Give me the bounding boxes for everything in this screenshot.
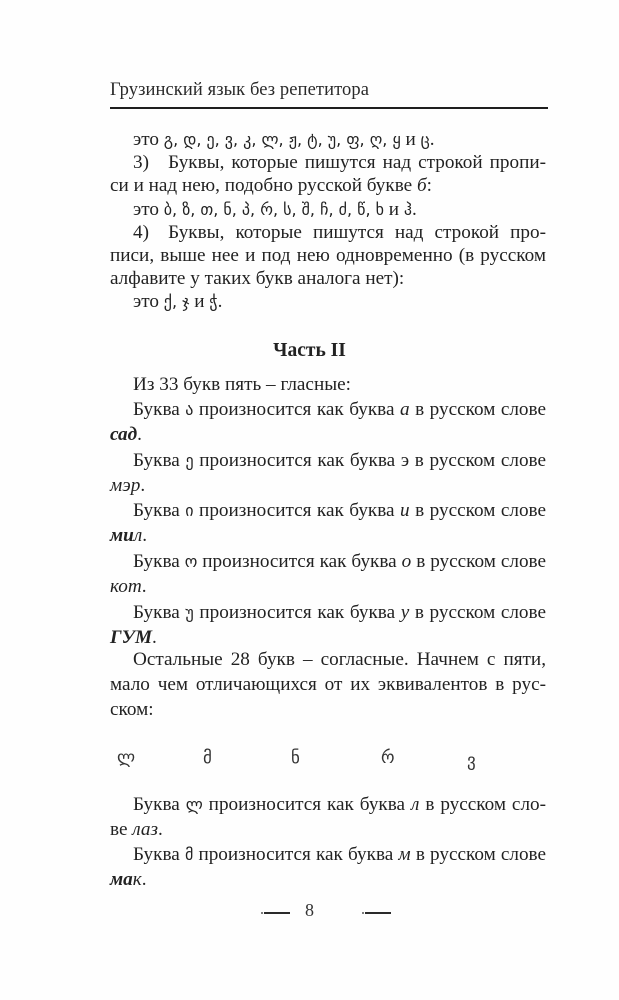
item3-line2 <box>110 174 546 198</box>
georgian-letter: ი <box>185 501 194 520</box>
text: . <box>217 291 223 312</box>
text: . <box>157 819 163 840</box>
example-word-line <box>110 474 546 498</box>
text: Буква <box>133 794 186 815</box>
georgian-letter: ო <box>184 552 198 571</box>
letters-line-group3 <box>133 198 546 222</box>
text: . <box>411 199 417 220</box>
text: . <box>429 129 435 150</box>
georgian-letter: ჰ <box>403 200 412 219</box>
text: произносится как буква <box>193 500 401 521</box>
example-word: сад <box>110 424 138 445</box>
text: в русском слове <box>411 551 546 572</box>
text: произносится как буква <box>193 602 401 623</box>
vowel-line <box>133 550 546 574</box>
text: это <box>133 199 164 220</box>
example-word-line <box>110 818 546 842</box>
text: произносится как буква <box>197 551 402 572</box>
consonants-intro-line3: ском: <box>110 699 154 720</box>
text: . <box>141 576 147 597</box>
consonant-letter-row <box>0 748 619 778</box>
text: ве <box>110 819 133 840</box>
vowels-intro: Из 33 букв пять – гласные: <box>133 374 351 395</box>
item4-line2: писи, выше нее и под нею одновременно (в русском <box>110 245 546 266</box>
georgian-letter: ჭ <box>209 292 218 311</box>
georgian-letter: ნ <box>291 748 300 768</box>
text: в русском слове <box>409 602 546 623</box>
russian-letter: м <box>398 844 411 865</box>
consonant-line <box>133 843 546 867</box>
text: в русском сло- <box>419 794 547 815</box>
text: в русском слове <box>409 450 546 471</box>
page-number: 8 <box>305 900 314 920</box>
text: Буква <box>133 399 186 420</box>
russian-letter: о <box>401 551 412 572</box>
example-word-line <box>110 423 546 447</box>
text: и <box>400 129 421 150</box>
text: произносится как буква <box>193 450 401 471</box>
letters-line-group4 <box>133 290 546 314</box>
text: Буква <box>133 500 186 521</box>
georgian-letter: უ <box>185 603 194 622</box>
text: произносится как буква <box>193 399 400 420</box>
georgian-letter: ც <box>420 130 430 149</box>
text: Буква <box>133 602 186 623</box>
text: Буква <box>133 450 186 471</box>
text: . <box>140 475 146 496</box>
text: и <box>383 199 404 220</box>
running-title: Грузинский язык без репетитора <box>110 80 370 100</box>
item3-line1: 3) Буквы, которые пишутся над строкой пропи- <box>133 152 546 173</box>
georgian-letters: ქ, ჯ <box>163 292 190 311</box>
example-word: л <box>133 525 143 546</box>
text: . <box>152 627 157 648</box>
example-word-line <box>110 626 546 650</box>
example-word: кот <box>110 576 142 597</box>
consonants-intro-line2: мало чем отличающихся от их эквивалентов в рус- <box>110 674 546 695</box>
georgian-letters: გ, დ, ე, ვ, კ, ლ, ჟ, ტ, უ, ფ, ღ, ყ <box>163 130 401 149</box>
text: си и над нею, подобно русской букве <box>110 175 417 196</box>
georgian-letter: ე <box>185 451 194 470</box>
example-word: ми <box>110 525 134 546</box>
text: произносится как буква <box>202 794 412 815</box>
text: произносится как буква <box>193 844 399 865</box>
folio-ornament-dot <box>362 912 364 914</box>
example-word: ГУМ <box>110 627 153 648</box>
consonant-line <box>133 793 546 817</box>
item4-line3: алфавите у таких букв аналога нет): <box>110 268 405 289</box>
georgian-letter: ვ <box>467 751 476 771</box>
georgian-letters: ბ, ზ, თ, ნ, პ, რ, ს, შ, ჩ, ძ, წ, ხ <box>163 200 384 219</box>
item4-line1: 4) Буквы, которые пишутся над строкой про- <box>133 222 546 243</box>
vowel-line <box>133 601 546 625</box>
georgian-letter: რ <box>381 748 395 768</box>
example-word-line <box>110 868 546 892</box>
text: в русском слове <box>410 844 547 865</box>
text: в русском слове <box>409 399 546 420</box>
georgian-letter: ლ <box>185 795 203 814</box>
text: . <box>141 869 147 890</box>
letters-line-group2 <box>133 128 546 152</box>
page-folio <box>0 900 619 924</box>
text: . <box>137 424 142 445</box>
russian-letter: а <box>399 399 410 420</box>
russian-letter: л <box>411 794 420 815</box>
folio-ornament-dash <box>365 912 391 914</box>
example-letter: б <box>416 175 427 196</box>
georgian-letter: მ <box>203 748 212 768</box>
example-word: к <box>132 869 142 890</box>
text: . <box>142 525 147 546</box>
georgian-letter: ლ <box>117 748 136 768</box>
example-word-line <box>110 575 546 599</box>
example-word: ма <box>110 869 133 890</box>
text: Буква <box>133 844 185 865</box>
section-heading: Часть II <box>273 340 346 361</box>
consonants-intro-line1: Остальные 28 букв – согласные. Начнем с пяти, <box>133 649 546 670</box>
text: Буква <box>133 551 185 572</box>
example-word: мэр <box>110 475 141 496</box>
example-word: лаз <box>132 819 158 840</box>
georgian-letter: ა <box>185 400 194 419</box>
text: и <box>189 291 210 312</box>
text: в русском слове <box>409 500 546 521</box>
vowel-line <box>133 499 546 523</box>
georgian-letter: მ <box>184 845 194 864</box>
example-word-line <box>110 524 546 548</box>
russian-letter: и <box>400 500 410 521</box>
vowel-line <box>133 398 546 422</box>
header-rule <box>110 107 548 109</box>
text: это <box>133 291 164 312</box>
vowel-line <box>133 449 546 473</box>
text: : <box>426 175 432 196</box>
russian-letter: э <box>400 450 410 471</box>
russian-letter: у <box>400 602 410 623</box>
text: это <box>133 129 164 150</box>
